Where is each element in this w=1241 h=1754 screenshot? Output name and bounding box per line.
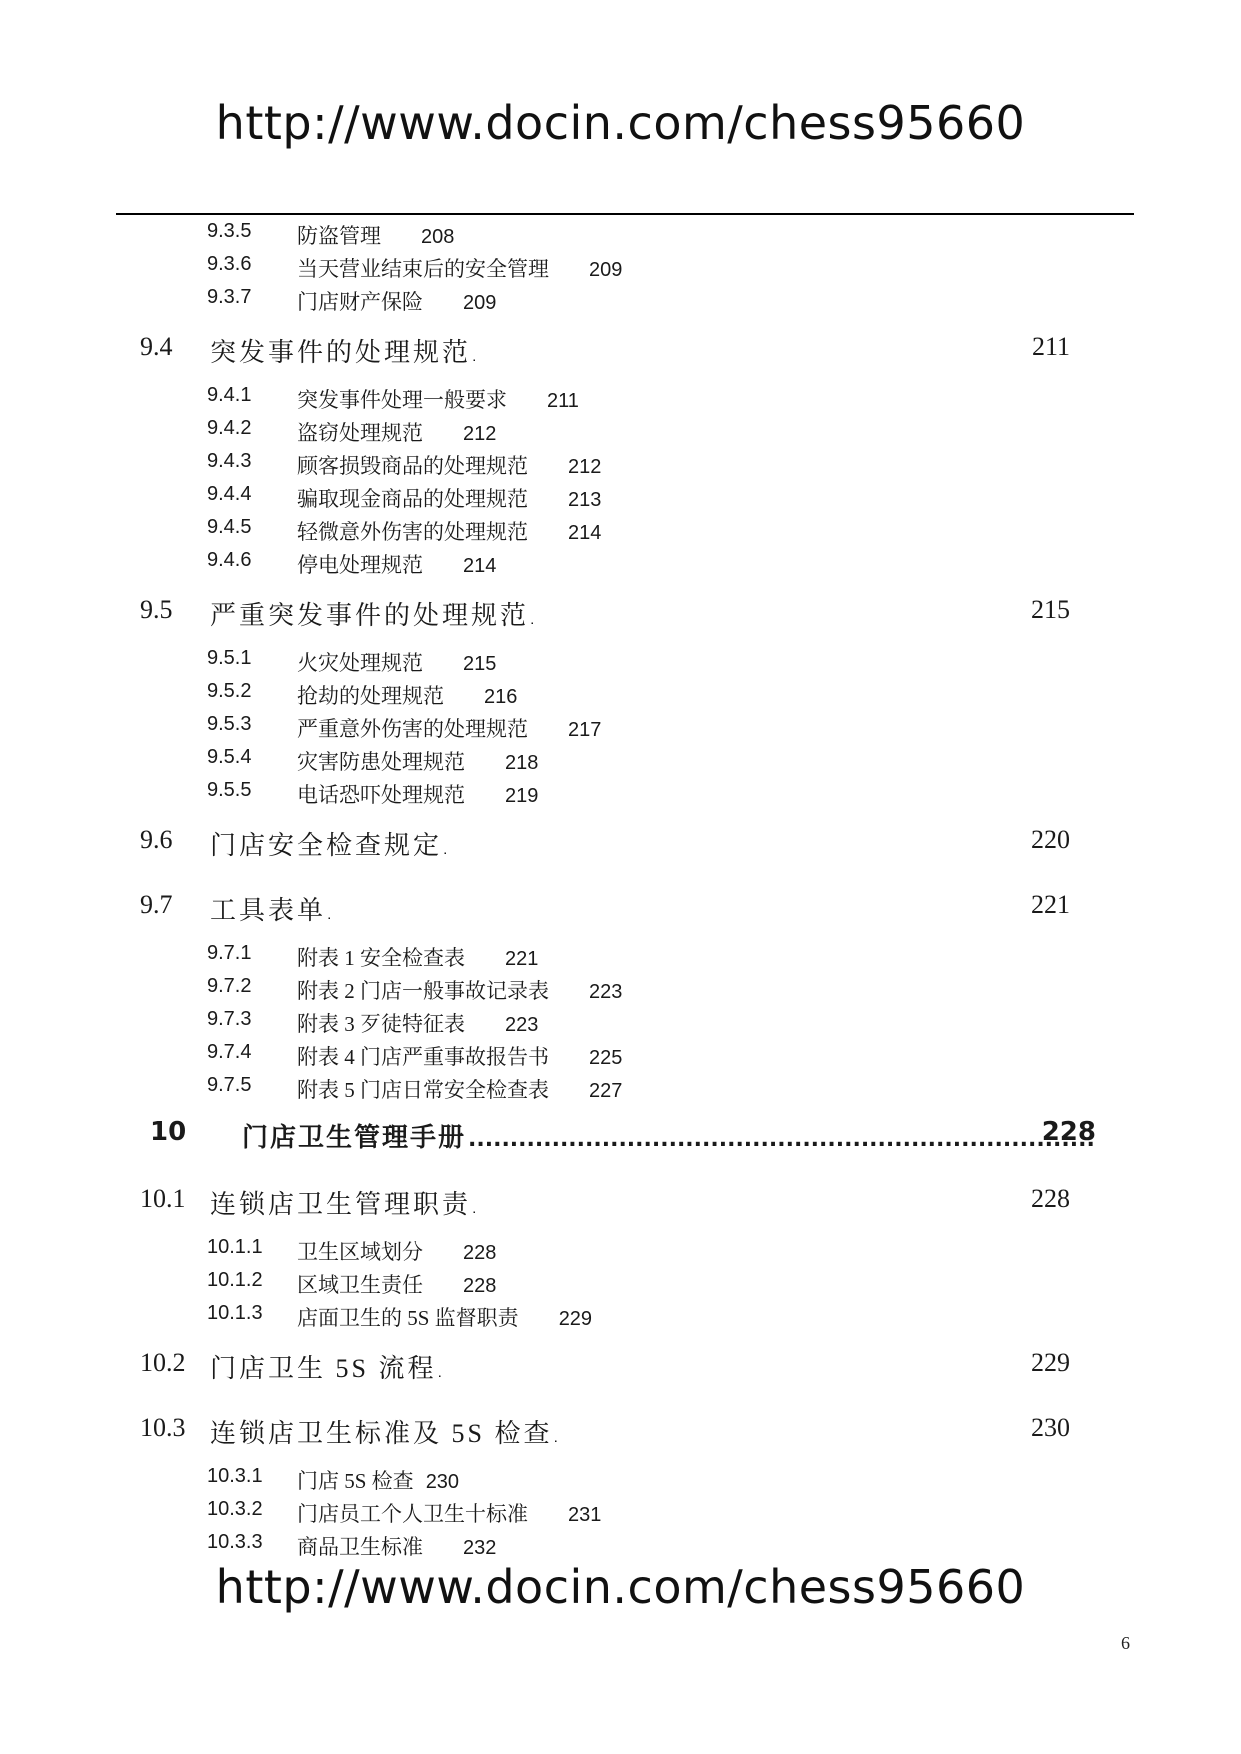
toc-page: 225 [589,1047,623,1069]
toc-entry[interactable] [0,1041,1241,1069]
toc-page: 232 [463,1537,497,1559]
toc-entry[interactable] [0,1269,1241,1297]
toc-number: 9.5.1 [207,647,252,669]
toc-entry[interactable] [0,384,1241,412]
toc-page: 216 [484,686,518,708]
toc-title: 突发事件的处理规范 [210,338,472,367]
toc-page: 217 [568,719,602,741]
toc-title: 门店 5S 检查 [297,1469,414,1493]
toc-title: 连锁店卫生标准及 5S 检查 [210,1419,553,1448]
toc-entry[interactable] [0,1236,1241,1264]
toc-page: 212 [463,423,497,445]
toc-page: 220 [1031,825,1070,854]
toc-title: 区域卫生责任 [297,1273,423,1297]
toc-title: 附表 2 门店一般事故记录表 [297,979,549,1003]
toc-title: 门店卫生 5S 流程 [210,1354,437,1383]
toc-number: 10.3.3 [207,1531,263,1553]
toc-page: 229 [558,1308,593,1330]
toc-number: 10.1 [140,1184,186,1213]
toc-entry[interactable] [0,942,1241,970]
toc-section[interactable] [0,595,1241,631]
header-url: http://www.docin.com/chess95660 [215,96,1026,150]
toc-page: 212 [568,456,602,478]
footer-url: http://www.docin.com/chess95660 [215,1560,1026,1614]
toc-title: 卫生区域划分 [297,1240,423,1264]
toc-number: 10.2 [140,1348,186,1377]
toc-number: 10.3.1 [207,1465,263,1487]
toc-page: 214 [463,555,497,577]
toc-entry[interactable] [0,549,1241,577]
toc-page: 228 [1041,1117,1096,1147]
toc-title: 抢劫的处理规范 [297,684,444,708]
toc-number: 10.1.3 [207,1302,263,1324]
toc-title: 工具表单 [210,896,327,925]
page-number: 6 [1121,1633,1130,1653]
toc-number: 9.6 [140,825,173,854]
toc-page: 215 [463,653,497,675]
toc-number: 10.1.2 [207,1269,263,1291]
toc-entry[interactable] [0,450,1241,478]
toc-entry[interactable] [0,1465,1241,1493]
toc-number: 9.4.3 [207,450,252,472]
toc-number: 9.7 [140,890,173,919]
toc-page: 215 [1031,595,1070,624]
toc-page: 221 [505,948,539,970]
toc-number: 9.4 [140,332,173,361]
toc-title: 严重突发事件的处理规范 [210,601,530,630]
toc-number: 10.3 [140,1413,186,1442]
toc-leader-dots [473,1190,1068,1220]
toc-entry[interactable] [0,975,1241,1003]
toc-page: 219 [505,785,539,807]
toc-number: 9.4.2 [207,417,252,439]
toc-page: 218 [505,752,539,774]
toc-title: 电话恐吓处理规范 [297,783,465,807]
toc-entry[interactable] [0,286,1241,314]
toc-leader-dots [438,1354,1068,1384]
toc-page: 228 [463,1275,497,1297]
toc-entry[interactable] [0,746,1241,774]
toc-number: 9.7.3 [207,1008,252,1030]
toc-section[interactable] [0,1348,1241,1384]
toc-section[interactable] [0,1184,1241,1220]
toc-title: 门店财产保险 [297,290,423,314]
toc-page: 229 [1031,1348,1070,1377]
toc-page: 230 [1031,1413,1070,1442]
toc-leader-dots [531,601,1068,631]
toc-page: 227 [589,1080,623,1102]
toc-title: 当天营业结束后的安全管理 [297,257,549,281]
toc-section[interactable] [0,1413,1241,1449]
toc-title: 停电处理规范 [297,553,423,577]
toc-page: 221 [1031,890,1070,919]
toc-page: 211 [547,390,579,412]
toc-title: 附表 4 门店严重事故报告书 [297,1045,549,1069]
toc-entry[interactable] [0,417,1241,445]
toc-title: 附表 1 安全检查表 [297,946,465,970]
toc-entry[interactable] [0,1302,1241,1330]
toc-entry[interactable] [0,1008,1241,1036]
toc-leader-dots [554,1419,1068,1449]
toc-title: 骗取现金商品的处理规范 [297,487,528,511]
toc-title: 火灾处理规范 [297,651,423,675]
toc-number: 9.3.6 [207,253,252,275]
toc-title: 严重意外伤害的处理规范 [297,717,528,741]
toc-title: 顾客损毁商品的处理规范 [297,454,528,478]
toc-number: 9.5 [140,595,173,624]
toc-number: 9.5.3 [207,713,252,735]
toc-title: 轻微意外伤害的处理规范 [297,520,528,544]
toc-title: 门店员工个人卫生十标准 [297,1502,528,1526]
toc-number: 9.4.4 [207,483,252,505]
toc-title: 店面卫生的 5S 监督职责 [297,1306,519,1330]
toc-entry[interactable] [0,647,1241,675]
toc-page: 228 [463,1242,497,1264]
toc-entry[interactable] [0,713,1241,741]
toc-page: 213 [568,489,602,511]
toc-title: 门店安全检查规定 [210,831,443,860]
toc-entry[interactable] [0,483,1241,511]
toc-leader-dots [444,831,1068,861]
toc-leader-dots [328,896,1068,926]
toc-section[interactable] [0,890,1241,926]
toc-title: 附表 3 歹徒特征表 [297,1012,465,1036]
toc-number: 9.5.4 [207,746,252,768]
toc-number: 9.5.2 [207,680,252,702]
toc-number: 9.7.5 [207,1074,252,1096]
toc-page: 211 [1031,332,1070,361]
toc-entry[interactable] [0,1074,1241,1102]
toc-leader-dots [468,1123,1094,1153]
toc-title: 商品卫生标准 [297,1535,423,1559]
toc-number: 9.5.5 [207,779,252,801]
toc-number: 9.7.1 [207,942,252,964]
toc-number: 10.1.1 [207,1236,263,1258]
toc-entry[interactable] [0,1531,1241,1559]
toc-entry[interactable] [0,1498,1241,1526]
toc-number: 9.4.5 [207,516,252,538]
toc-entry[interactable] [0,253,1241,281]
toc-number: 9.7.4 [207,1041,252,1063]
toc-entry[interactable] [0,220,1241,248]
toc-number: 9.4.6 [207,549,252,571]
toc-page: 209 [589,259,623,281]
toc-number: 9.4.1 [207,384,252,406]
toc-title: 连锁店卫生管理职责 [210,1190,472,1219]
toc-number: 9.3.7 [207,286,252,308]
toc-page: 209 [463,292,497,314]
toc-number: 9.3.5 [207,220,252,242]
toc-entry[interactable] [0,680,1241,708]
toc-page: 230 [425,1471,460,1493]
toc-leader-dots [473,338,1068,368]
toc-page: 231 [568,1504,602,1526]
toc-title: 附表 5 门店日常安全检查表 [297,1078,549,1102]
toc-title: 灾害防患处理规范 [297,750,465,774]
toc-title: 盗窃处理规范 [297,421,423,445]
toc-number: 9.7.2 [207,975,252,997]
toc-page: 223 [589,981,623,1003]
toc-section[interactable] [0,332,1241,368]
toc-title: 突发事件处理一般要求 [297,388,507,412]
toc-page: 208 [421,226,455,248]
toc-page: 214 [568,522,602,544]
toc-page: 223 [505,1014,539,1036]
toc-number: 10.3.2 [207,1498,263,1520]
toc-page: 228 [1031,1184,1070,1213]
toc-number: 10 [150,1117,187,1147]
toc-title: 门店卫生管理手册 [242,1123,467,1153]
toc-section[interactable] [0,825,1241,861]
toc-chapter[interactable] [0,1117,1241,1157]
toc-entry[interactable] [0,516,1241,544]
toc-entry[interactable] [0,779,1241,807]
toc-title: 防盗管理 [297,224,381,248]
